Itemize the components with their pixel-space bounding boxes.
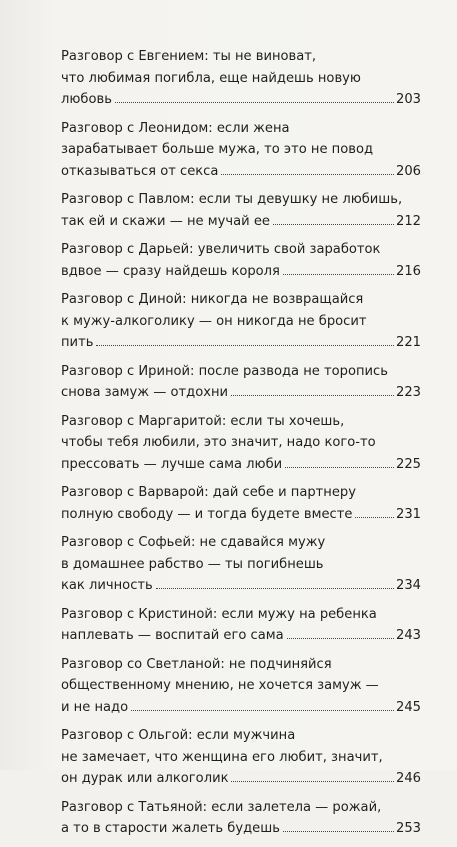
toc-entry-text-line: что любимая погибла, еще найдешь новую <box>61 70 361 86</box>
page-number: 216 <box>396 263 421 279</box>
page-number: 245 <box>396 699 421 715</box>
toc-entry-text-line: зарабатывает больше мужа, то это не повод <box>61 142 374 157</box>
toc-entry-text-line: а то в старости жалеть будешь <box>61 821 280 836</box>
toc-entry-text-line: Разговор с Татьяной: если залетела — рожай, <box>61 799 382 815</box>
toc-entry-4 <box>61 289 421 354</box>
toc-entry-last-line <box>61 89 421 111</box>
toc-entry-text-line: Разговор с Ольгой: если мужчина <box>61 728 296 743</box>
dot-leader <box>231 395 394 396</box>
toc-entry-last-line <box>61 211 421 233</box>
toc-entry-last-line <box>61 161 421 183</box>
dot-leader <box>96 345 394 346</box>
page-number: 246 <box>396 771 421 786</box>
dot-leader <box>283 831 394 832</box>
toc-entry-text-line: снова замуж — отдохни <box>61 385 229 400</box>
dot-leader <box>131 710 394 711</box>
dot-leader <box>156 588 394 589</box>
toc-entry-text-line: так ей и скажи — не мучай ее <box>61 213 270 229</box>
dot-leader <box>115 102 394 103</box>
dot-leader <box>283 274 394 275</box>
dot-leader <box>231 781 394 782</box>
toc-entry-text-line: он дурак или алкоголик <box>61 771 229 786</box>
toc-entry-text-line: чтобы тебя любили, это значит, надо кого-то <box>61 435 376 450</box>
toc-entry-last-line <box>61 768 421 790</box>
dot-leader <box>273 224 394 225</box>
toc-entry-last-line <box>61 697 421 719</box>
dot-leader <box>221 174 394 175</box>
dot-leader <box>355 517 394 518</box>
page-number: 253 <box>396 821 421 836</box>
toc-entry-last-line <box>61 332 421 354</box>
toc-entry-7 <box>61 482 421 525</box>
toc-entry-1 <box>61 118 421 183</box>
toc-entry-3 <box>61 239 421 282</box>
toc-entry-10 <box>61 654 421 719</box>
toc-entry-6 <box>61 411 421 476</box>
toc-entry-last-line <box>61 818 421 840</box>
toc-entry-text-line: общественному мнению, не хочется замуж — <box>61 678 379 693</box>
toc-entry-5 <box>61 361 421 404</box>
toc-entry-last-line <box>61 504 421 526</box>
toc-entry-text-line: Разговор с Леонидом: если жена <box>61 120 290 136</box>
page-number: 225 <box>396 456 421 472</box>
page-number: 221 <box>396 335 421 350</box>
toc-entry-text-line: вдвое — сразу найдешь короля <box>61 263 280 279</box>
page-number: 223 <box>396 385 421 400</box>
toc-entry-9 <box>61 604 421 647</box>
toc-entry-text-line: Разговор с Диной: никогда не возвращайся <box>61 292 364 307</box>
toc-entry-text-line: Разговор со Светланой: не подчиняйся <box>61 656 332 672</box>
toc-entry-text-line: прессовать — лучше сама люби <box>61 456 283 472</box>
page-number: 212 <box>396 213 421 229</box>
toc-entry-text-line: Разговор с Павлом: если ты девушку не любишь, <box>61 192 403 207</box>
toc-entry-text-line: не замечает, что женщина его любит, значит, <box>61 749 383 765</box>
page-number: 203 <box>396 92 421 107</box>
toc-entry-text-line: Разговор с Ириной: после развода не торопись <box>61 363 388 379</box>
toc-entry-text-line: пить <box>61 335 94 350</box>
toc-entry-text-line: любовь <box>61 92 112 107</box>
toc-entry-11 <box>61 725 421 790</box>
toc-entry-text-line: полную свободу — и тогда будете вместе <box>61 506 353 522</box>
dot-leader <box>287 638 394 639</box>
toc-entry-text-line: Разговор с Варварой: дай себе и партнеру <box>61 485 356 500</box>
page-number: 234 <box>396 578 421 593</box>
toc-entry-text-line: как личность <box>61 578 153 593</box>
toc-entry-text-line: в домашнее рабство — ты погибнешь <box>61 556 324 572</box>
toc-entry-8 <box>61 532 421 597</box>
toc-entry-text-line: наплевать — воспитай его сама <box>61 628 284 643</box>
toc-entry-last-line <box>61 261 421 283</box>
toc-entry-0 <box>61 46 421 111</box>
toc-entry-2 <box>61 189 421 232</box>
toc-entry-text-line: к мужу-алкоголику — он никогда не бросит <box>61 313 367 329</box>
dot-leader <box>285 467 394 468</box>
toc-entry-text-line: Разговор с Дарьей: увеличить свой заработок <box>61 242 381 257</box>
toc-entry-text-line: отказываться от секса <box>61 163 219 179</box>
toc-entry-text-line: Разговор с Маргаритой: если ты хочешь, <box>61 413 345 429</box>
toc-entry-text-line: Разговор с Евгением: ты не виноват, <box>61 49 317 64</box>
table-of-contents <box>61 46 421 847</box>
toc-entry-last-line <box>61 454 421 476</box>
toc-entry-last-line <box>61 625 421 647</box>
page-number: 231 <box>396 506 421 522</box>
toc-entry-text-line: Разговор с Софьей: не сдавайся мужу <box>61 535 326 550</box>
page-number: 243 <box>396 628 421 643</box>
toc-entry-last-line <box>61 382 421 404</box>
toc-entry-text-line: и не надо <box>61 699 129 715</box>
toc-entry-12 <box>61 797 421 840</box>
page-number: 206 <box>396 163 421 179</box>
toc-entry-text-line: Разговор с Кристиной: если мужу на ребенка <box>61 606 377 622</box>
toc-entry-last-line <box>61 575 421 597</box>
